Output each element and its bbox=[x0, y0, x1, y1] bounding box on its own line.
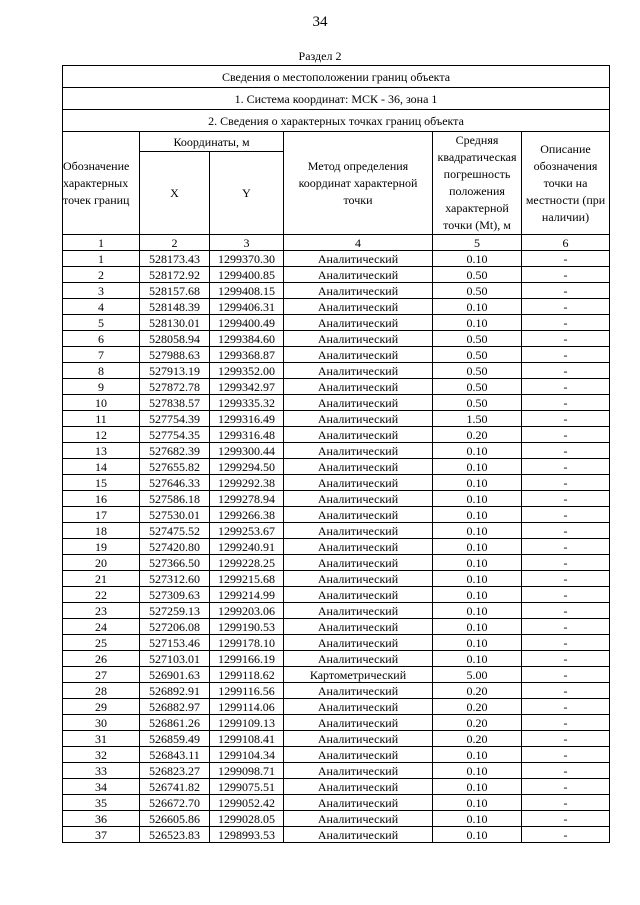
cell-error: 0.10 bbox=[433, 747, 522, 763]
cell-point-id: 14 bbox=[63, 459, 140, 475]
cell-point-id: 25 bbox=[63, 635, 140, 651]
cell-point-id: 22 bbox=[63, 587, 140, 603]
cell-method: Аналитический bbox=[284, 587, 433, 603]
cell-point-id: 28 bbox=[63, 683, 140, 699]
cell-error: 0.10 bbox=[433, 603, 522, 619]
cell-description: - bbox=[522, 811, 610, 827]
section-title: Раздел 2 bbox=[298, 49, 342, 63]
cell-method: Аналитический bbox=[284, 507, 433, 523]
cell-coord-x: 527754.35 bbox=[140, 427, 210, 443]
column-numbers-row bbox=[63, 235, 610, 251]
cell-description: - bbox=[522, 667, 610, 683]
cell-coord-x: 527153.46 bbox=[140, 635, 210, 651]
cell-coord-x: 526523.83 bbox=[140, 827, 210, 843]
table-title-row bbox=[63, 66, 610, 88]
cell-coord-y: 1299400.85 bbox=[210, 267, 284, 283]
cell-description: - bbox=[522, 491, 610, 507]
cell-method: Аналитический bbox=[284, 443, 433, 459]
coord-system-row bbox=[63, 88, 610, 110]
cell-coord-y: 1299316.49 bbox=[210, 411, 284, 427]
cell-coord-y: 1299368.87 bbox=[210, 347, 284, 363]
cell-point-id: 13 bbox=[63, 443, 140, 459]
cell-method: Аналитический bbox=[284, 651, 433, 667]
cell-coord-y: 1299335.32 bbox=[210, 395, 284, 411]
cell-error: 0.10 bbox=[433, 523, 522, 539]
cell-coord-x: 527206.08 bbox=[140, 619, 210, 635]
cell-method: Аналитический bbox=[284, 395, 433, 411]
table-row bbox=[63, 795, 610, 811]
cell-error: 0.10 bbox=[433, 251, 522, 267]
header-description: Описание обозначения точки на местности (при наличии) bbox=[522, 132, 610, 235]
cell-description: - bbox=[522, 539, 610, 555]
table-row bbox=[63, 523, 610, 539]
cell-description: - bbox=[522, 315, 610, 331]
column-number: 1 bbox=[63, 235, 140, 251]
cell-coord-y: 1299342.97 bbox=[210, 379, 284, 395]
cell-error: 0.10 bbox=[433, 651, 522, 667]
cell-point-id: 27 bbox=[63, 667, 140, 683]
table-row bbox=[63, 379, 610, 395]
table-row bbox=[63, 331, 610, 347]
cell-coord-y: 1299266.38 bbox=[210, 507, 284, 523]
cell-description: - bbox=[522, 427, 610, 443]
cell-error: 0.10 bbox=[433, 779, 522, 795]
cell-point-id: 36 bbox=[63, 811, 140, 827]
cell-coord-y: 1299292.38 bbox=[210, 475, 284, 491]
header-method: Метод определения координат характерной точки bbox=[284, 132, 433, 235]
cell-description: - bbox=[522, 795, 610, 811]
cell-coord-x: 526901.63 bbox=[140, 667, 210, 683]
cell-description: - bbox=[522, 731, 610, 747]
cell-point-id: 23 bbox=[63, 603, 140, 619]
cell-error: 0.10 bbox=[433, 459, 522, 475]
table-row bbox=[63, 299, 610, 315]
table-row bbox=[63, 347, 610, 363]
cell-error: 0.10 bbox=[433, 619, 522, 635]
table-row bbox=[63, 459, 610, 475]
table-row bbox=[63, 779, 610, 795]
cell-coord-x: 526843.11 bbox=[140, 747, 210, 763]
table-row bbox=[63, 283, 610, 299]
cell-point-id: 15 bbox=[63, 475, 140, 491]
cell-coord-y: 1299116.56 bbox=[210, 683, 284, 699]
cell-point-id: 30 bbox=[63, 715, 140, 731]
cell-coord-x: 528173.43 bbox=[140, 251, 210, 267]
cell-description: - bbox=[522, 443, 610, 459]
cell-method: Аналитический bbox=[284, 475, 433, 491]
cell-coord-x: 527309.63 bbox=[140, 587, 210, 603]
cell-coord-x: 526605.86 bbox=[140, 811, 210, 827]
cell-error: 0.10 bbox=[433, 587, 522, 603]
cell-coord-x: 526859.49 bbox=[140, 731, 210, 747]
cell-description: - bbox=[522, 507, 610, 523]
cell-coord-y: 1299052.42 bbox=[210, 795, 284, 811]
cell-point-id: 21 bbox=[63, 571, 140, 587]
cell-error: 0.10 bbox=[433, 443, 522, 459]
cell-description: - bbox=[522, 299, 610, 315]
cell-description: - bbox=[522, 715, 610, 731]
table-title: Сведения о местоположении границ объекта bbox=[63, 66, 610, 88]
cell-method: Аналитический bbox=[284, 731, 433, 747]
column-number: 4 bbox=[284, 235, 433, 251]
table-row bbox=[63, 555, 610, 571]
cell-error: 0.10 bbox=[433, 491, 522, 507]
cell-coord-x: 527682.39 bbox=[140, 443, 210, 459]
cell-description: - bbox=[522, 779, 610, 795]
cell-method: Аналитический bbox=[284, 299, 433, 315]
cell-coord-x: 526861.26 bbox=[140, 715, 210, 731]
cell-point-id: 24 bbox=[63, 619, 140, 635]
cell-error: 0.20 bbox=[433, 683, 522, 699]
cell-coord-y: 1299166.19 bbox=[210, 651, 284, 667]
cell-coord-y: 1299300.44 bbox=[210, 443, 284, 459]
cell-point-id: 35 bbox=[63, 795, 140, 811]
header-y: Y bbox=[210, 152, 284, 235]
cell-error: 0.10 bbox=[433, 315, 522, 331]
table-row bbox=[63, 587, 610, 603]
cell-coord-x: 528172.92 bbox=[140, 267, 210, 283]
cell-error: 0.10 bbox=[433, 763, 522, 779]
table-row bbox=[63, 715, 610, 731]
cell-error: 0.50 bbox=[433, 347, 522, 363]
table-row bbox=[63, 651, 610, 667]
cell-description: - bbox=[522, 555, 610, 571]
cell-coord-x: 527586.18 bbox=[140, 491, 210, 507]
table-row bbox=[63, 827, 610, 843]
cell-coord-y: 1299294.50 bbox=[210, 459, 284, 475]
header-error: Средняя квадратическая погрешность положения характерной точки (Mt), м bbox=[433, 132, 522, 235]
cell-error: 0.50 bbox=[433, 395, 522, 411]
cell-error: 0.10 bbox=[433, 827, 522, 843]
cell-error: 0.10 bbox=[433, 635, 522, 651]
cell-coord-x: 526892.91 bbox=[140, 683, 210, 699]
cell-description: - bbox=[522, 523, 610, 539]
cell-coord-x: 526882.97 bbox=[140, 699, 210, 715]
cell-coord-x: 527913.19 bbox=[140, 363, 210, 379]
table-row bbox=[63, 411, 610, 427]
column-number: 2 bbox=[140, 235, 210, 251]
header-designation: Обозначение характерных точек границ bbox=[63, 132, 140, 235]
cell-method: Аналитический bbox=[284, 427, 433, 443]
cell-error: 0.10 bbox=[433, 795, 522, 811]
cell-coord-x: 527530.01 bbox=[140, 507, 210, 523]
cell-point-id: 19 bbox=[63, 539, 140, 555]
column-number: 6 bbox=[522, 235, 610, 251]
cell-point-id: 12 bbox=[63, 427, 140, 443]
cell-point-id: 5 bbox=[63, 315, 140, 331]
cell-error: 0.10 bbox=[433, 811, 522, 827]
cell-coord-x: 527366.50 bbox=[140, 555, 210, 571]
table-row bbox=[63, 491, 610, 507]
page-number: 34 bbox=[312, 14, 328, 30]
cell-point-id: 26 bbox=[63, 651, 140, 667]
cell-coord-x: 526823.27 bbox=[140, 763, 210, 779]
header-coordinates: Координаты, м bbox=[140, 132, 284, 152]
coord-system: 1. Система координат: МСК - 36, зона 1 bbox=[63, 88, 610, 110]
cell-description: - bbox=[522, 763, 610, 779]
cell-method: Аналитический bbox=[284, 779, 433, 795]
points-info: 2. Сведения о характерных точках границ объекта bbox=[63, 110, 610, 132]
column-number: 5 bbox=[433, 235, 522, 251]
cell-coord-x: 528058.94 bbox=[140, 331, 210, 347]
cell-coord-y: 1299214.99 bbox=[210, 587, 284, 603]
cell-description: - bbox=[522, 603, 610, 619]
cell-error: 0.10 bbox=[433, 475, 522, 491]
cell-coord-y: 1299215.68 bbox=[210, 571, 284, 587]
cell-point-id: 8 bbox=[63, 363, 140, 379]
cell-error: 0.50 bbox=[433, 379, 522, 395]
cell-error: 0.10 bbox=[433, 571, 522, 587]
cell-coord-y: 1299178.10 bbox=[210, 635, 284, 651]
cell-description: - bbox=[522, 747, 610, 763]
cell-coord-x: 526672.70 bbox=[140, 795, 210, 811]
cell-coord-y: 1299098.71 bbox=[210, 763, 284, 779]
cell-method: Аналитический bbox=[284, 811, 433, 827]
cell-point-id: 34 bbox=[63, 779, 140, 795]
cell-error: 0.50 bbox=[433, 283, 522, 299]
cell-method: Аналитический bbox=[284, 267, 433, 283]
cell-description: - bbox=[522, 619, 610, 635]
cell-method: Аналитический bbox=[284, 795, 433, 811]
cell-point-id: 4 bbox=[63, 299, 140, 315]
cell-coord-x: 527103.01 bbox=[140, 651, 210, 667]
cell-method: Аналитический bbox=[284, 827, 433, 843]
cell-point-id: 33 bbox=[63, 763, 140, 779]
cell-method: Аналитический bbox=[284, 571, 433, 587]
cell-description: - bbox=[522, 267, 610, 283]
cell-description: - bbox=[522, 251, 610, 267]
cell-coord-x: 527312.60 bbox=[140, 571, 210, 587]
cell-method: Аналитический bbox=[284, 763, 433, 779]
cell-description: - bbox=[522, 571, 610, 587]
cell-description: - bbox=[522, 459, 610, 475]
cell-coord-x: 527754.39 bbox=[140, 411, 210, 427]
cell-method: Картометрический bbox=[284, 667, 433, 683]
cell-error: 0.10 bbox=[433, 539, 522, 555]
cell-point-id: 20 bbox=[63, 555, 140, 571]
cell-method: Аналитический bbox=[284, 379, 433, 395]
cell-error: 0.20 bbox=[433, 427, 522, 443]
cell-point-id: 18 bbox=[63, 523, 140, 539]
cell-error: 0.20 bbox=[433, 715, 522, 731]
cell-method: Аналитический bbox=[284, 555, 433, 571]
cell-coord-x: 527655.82 bbox=[140, 459, 210, 475]
cell-method: Аналитический bbox=[284, 539, 433, 555]
cell-coord-x: 527838.57 bbox=[140, 395, 210, 411]
cell-method: Аналитический bbox=[284, 715, 433, 731]
table-row bbox=[63, 251, 610, 267]
cell-point-id: 16 bbox=[63, 491, 140, 507]
cell-error: 0.50 bbox=[433, 363, 522, 379]
cell-method: Аналитический bbox=[284, 683, 433, 699]
cell-point-id: 32 bbox=[63, 747, 140, 763]
cell-coord-y: 1299370.30 bbox=[210, 251, 284, 267]
cell-method: Аналитический bbox=[284, 635, 433, 651]
cell-description: - bbox=[522, 587, 610, 603]
cell-coord-y: 1299075.51 bbox=[210, 779, 284, 795]
cell-error: 0.50 bbox=[433, 267, 522, 283]
cell-method: Аналитический bbox=[284, 523, 433, 539]
cell-method: Аналитический bbox=[284, 363, 433, 379]
table-row bbox=[63, 539, 610, 555]
cell-method: Аналитический bbox=[284, 411, 433, 427]
table-row bbox=[63, 667, 610, 683]
cell-point-id: 1 bbox=[63, 251, 140, 267]
cell-method: Аналитический bbox=[284, 331, 433, 347]
column-number: 3 bbox=[210, 235, 284, 251]
cell-coord-y: 1299400.49 bbox=[210, 315, 284, 331]
cell-method: Аналитический bbox=[284, 459, 433, 475]
header-row-1 bbox=[63, 132, 610, 152]
cell-error: 0.10 bbox=[433, 507, 522, 523]
table-row bbox=[63, 603, 610, 619]
cell-error: 5.00 bbox=[433, 667, 522, 683]
cell-coord-y: 1299384.60 bbox=[210, 331, 284, 347]
cell-coord-y: 1299203.06 bbox=[210, 603, 284, 619]
cell-coord-y: 1299104.34 bbox=[210, 747, 284, 763]
table-row bbox=[63, 475, 610, 491]
table-row bbox=[63, 635, 610, 651]
cell-coord-y: 1299316.48 bbox=[210, 427, 284, 443]
cell-coord-y: 1299253.67 bbox=[210, 523, 284, 539]
table-row bbox=[63, 811, 610, 827]
cell-description: - bbox=[522, 699, 610, 715]
table-row bbox=[63, 763, 610, 779]
points-info-row bbox=[63, 110, 610, 132]
cell-coord-y: 1299352.00 bbox=[210, 363, 284, 379]
cell-point-id: 17 bbox=[63, 507, 140, 523]
table-row bbox=[63, 683, 610, 699]
cell-method: Аналитический bbox=[284, 315, 433, 331]
cell-point-id: 7 bbox=[63, 347, 140, 363]
cell-coord-y: 1299118.62 bbox=[210, 667, 284, 683]
cell-coord-y: 1299228.25 bbox=[210, 555, 284, 571]
table-row bbox=[63, 571, 610, 587]
cell-error: 0.10 bbox=[433, 299, 522, 315]
cell-method: Аналитический bbox=[284, 699, 433, 715]
table-row bbox=[63, 315, 610, 331]
cell-point-id: 31 bbox=[63, 731, 140, 747]
table-row bbox=[63, 443, 610, 459]
cell-description: - bbox=[522, 283, 610, 299]
cell-method: Аналитический bbox=[284, 747, 433, 763]
cell-coord-y: 1299109.13 bbox=[210, 715, 284, 731]
cell-error: 1.50 bbox=[433, 411, 522, 427]
cell-description: - bbox=[522, 635, 610, 651]
cell-coord-y: 1299406.31 bbox=[210, 299, 284, 315]
cell-method: Аналитический bbox=[284, 619, 433, 635]
table-row bbox=[63, 747, 610, 763]
cell-coord-y: 1299240.91 bbox=[210, 539, 284, 555]
cell-description: - bbox=[522, 651, 610, 667]
cell-coord-x: 528130.01 bbox=[140, 315, 210, 331]
table-row bbox=[63, 699, 610, 715]
cell-coord-x: 527420.80 bbox=[140, 539, 210, 555]
cell-error: 0.50 bbox=[433, 331, 522, 347]
cell-description: - bbox=[522, 827, 610, 843]
cell-point-id: 37 bbox=[63, 827, 140, 843]
cell-error: 0.20 bbox=[433, 699, 522, 715]
header-x: X bbox=[140, 152, 210, 235]
cell-coord-y: 1299108.41 bbox=[210, 731, 284, 747]
cell-method: Аналитический bbox=[284, 347, 433, 363]
cell-point-id: 11 bbox=[63, 411, 140, 427]
cell-point-id: 29 bbox=[63, 699, 140, 715]
cell-method: Аналитический bbox=[284, 283, 433, 299]
cell-description: - bbox=[522, 331, 610, 347]
cell-method: Аналитический bbox=[284, 491, 433, 507]
cell-point-id: 6 bbox=[63, 331, 140, 347]
table-row bbox=[63, 507, 610, 523]
cell-coord-x: 526741.82 bbox=[140, 779, 210, 795]
table-row bbox=[63, 731, 610, 747]
cell-coord-y: 1299028.05 bbox=[210, 811, 284, 827]
cell-coord-x: 527646.33 bbox=[140, 475, 210, 491]
boundary-points-table bbox=[62, 65, 610, 843]
cell-method: Аналитический bbox=[284, 251, 433, 267]
cell-error: 0.20 bbox=[433, 731, 522, 747]
cell-coord-x: 527988.63 bbox=[140, 347, 210, 363]
cell-description: - bbox=[522, 363, 610, 379]
cell-coord-y: 1298993.53 bbox=[210, 827, 284, 843]
cell-description: - bbox=[522, 379, 610, 395]
cell-point-id: 3 bbox=[63, 283, 140, 299]
table-row bbox=[63, 363, 610, 379]
cell-description: - bbox=[522, 395, 610, 411]
cell-coord-y: 1299114.06 bbox=[210, 699, 284, 715]
cell-coord-y: 1299408.15 bbox=[210, 283, 284, 299]
table-row bbox=[63, 427, 610, 443]
cell-coord-y: 1299278.94 bbox=[210, 491, 284, 507]
cell-description: - bbox=[522, 347, 610, 363]
cell-description: - bbox=[522, 683, 610, 699]
table-row bbox=[63, 619, 610, 635]
cell-method: Аналитический bbox=[284, 603, 433, 619]
cell-coord-y: 1299190.53 bbox=[210, 619, 284, 635]
cell-description: - bbox=[522, 475, 610, 491]
cell-coord-x: 528148.39 bbox=[140, 299, 210, 315]
cell-description: - bbox=[522, 411, 610, 427]
cell-error: 0.10 bbox=[433, 555, 522, 571]
cell-point-id: 2 bbox=[63, 267, 140, 283]
cell-coord-x: 527475.52 bbox=[140, 523, 210, 539]
cell-coord-x: 528157.68 bbox=[140, 283, 210, 299]
cell-coord-x: 527259.13 bbox=[140, 603, 210, 619]
table-row bbox=[63, 395, 610, 411]
cell-point-id: 9 bbox=[63, 379, 140, 395]
table-row bbox=[63, 267, 610, 283]
cell-coord-x: 527872.78 bbox=[140, 379, 210, 395]
cell-point-id: 10 bbox=[63, 395, 140, 411]
